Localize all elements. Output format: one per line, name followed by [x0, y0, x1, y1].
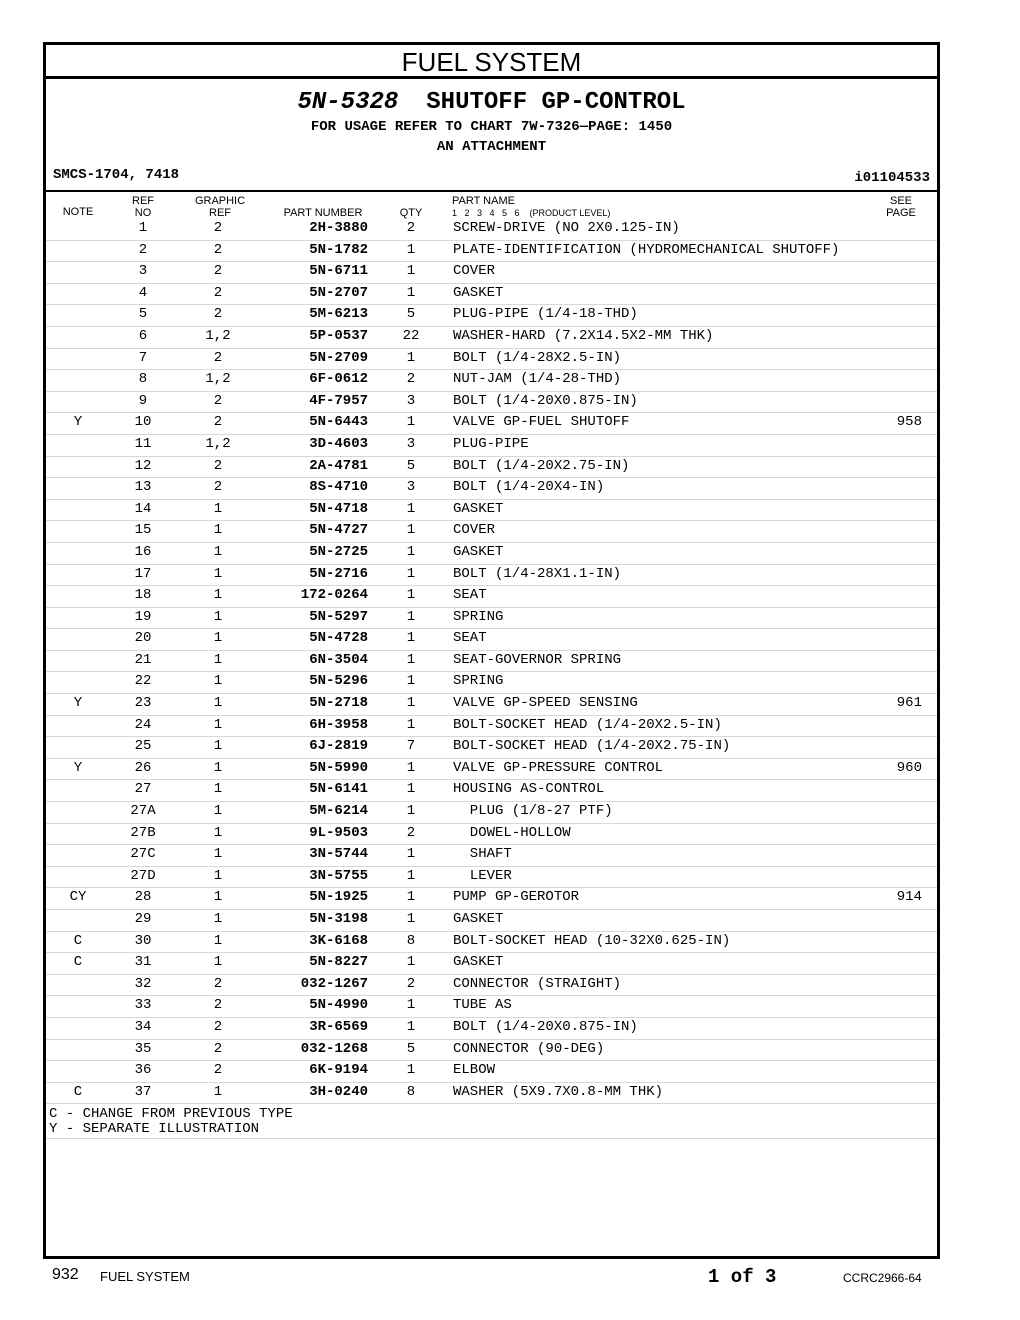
part-name-cell: GASKET	[453, 284, 504, 301]
table-row	[46, 780, 937, 802]
qty-cell: 3	[406, 392, 416, 409]
graphic-ref-cell: 2	[213, 392, 223, 409]
part-number-cell: 5N-1925	[309, 889, 368, 906]
note-cell: Y	[73, 414, 83, 431]
part-name-cell: CONNECTOR (90-DEG)	[453, 1040, 605, 1057]
part-number-cell: 6K-9194	[309, 1062, 368, 1079]
part-name-cell: TUBE AS	[453, 997, 512, 1014]
graphic-ref-cell: 2	[213, 457, 223, 474]
ref-no-cell: 29	[134, 911, 152, 927]
part-name-cell: SPRING	[453, 608, 504, 625]
attachment-line: AN ATTACHMENT	[436, 139, 547, 155]
ref-no-cell: 27B	[130, 824, 156, 841]
part-name-cell: GASKET	[453, 911, 504, 927]
table-row	[46, 521, 937, 543]
header-note: NOTE	[62, 206, 94, 218]
qty-cell: 1	[406, 608, 416, 625]
ref-no-cell: 27	[134, 781, 152, 798]
qty-cell: 1	[406, 673, 416, 690]
table-row	[46, 392, 937, 414]
table-row	[46, 759, 937, 781]
graphic-ref-cell: 1,2	[205, 371, 231, 388]
ref-no-cell: 33	[134, 997, 152, 1014]
part-number-cell: 3D-4603	[309, 435, 368, 452]
table-row	[46, 1061, 937, 1083]
part-number-cell: 3N-5755	[309, 867, 368, 884]
part-number-cell: 5N-6141	[309, 781, 368, 798]
qty-cell: 2	[406, 975, 416, 992]
graphic-ref-cell: 1	[213, 846, 223, 863]
qty-cell: 2	[406, 220, 416, 236]
graphic-ref-cell: 1	[213, 565, 223, 582]
graphic-ref-cell: 1	[213, 522, 223, 539]
ref-no-cell: 17	[134, 565, 152, 582]
note-cell: Y	[73, 759, 83, 776]
ref-no-cell: 34	[134, 1018, 152, 1035]
graphic-ref-cell: 2	[213, 975, 223, 992]
graphic-ref-cell: 1	[213, 911, 223, 927]
part-number-cell: 2A-4781	[309, 457, 368, 474]
part-number-cell: 5M-6214	[309, 803, 368, 820]
table-row	[46, 1040, 937, 1062]
part-name-cell: PLUG (1/8-27 PTF)	[453, 803, 613, 820]
part-name-cell: VALVE GP-SPEED SENSING	[453, 695, 638, 712]
graphic-ref-cell: 1	[213, 759, 223, 776]
qty-cell: 5	[406, 306, 416, 323]
ref-no-cell: 21	[134, 651, 152, 668]
graphic-ref-cell: 2	[213, 414, 223, 431]
part-number-cell: 6H-3958	[309, 716, 368, 733]
part-name-cell: HOUSING AS-CONTROL	[453, 781, 605, 798]
ref-no-cell: 1	[138, 220, 148, 236]
part-number-cell: 5N-4728	[309, 630, 368, 647]
ref-no-cell: 12	[134, 457, 152, 474]
qty-cell: 1	[406, 867, 416, 884]
part-number-cell: 032-1268	[300, 1040, 368, 1057]
ref-no-cell: 35	[134, 1040, 152, 1057]
part-name-cell: NUT-JAM (1/4-28-THD)	[453, 371, 622, 388]
graphic-ref-cell: 2	[213, 1040, 223, 1057]
ref-no-cell: 4	[138, 284, 148, 301]
part-number-cell: 4F-7957	[309, 392, 368, 409]
header-ref-no: REF NO	[132, 195, 154, 219]
qty-cell: 3	[406, 435, 416, 452]
table-row	[46, 565, 937, 587]
ref-no-cell: 27D	[130, 867, 156, 884]
qty-cell: 1	[406, 565, 416, 582]
qty-cell: 1	[406, 759, 416, 776]
graphic-ref-cell: 1	[213, 932, 223, 949]
graphic-ref-cell: 1	[213, 889, 223, 906]
part-number-cell: 3R-6569	[309, 1018, 368, 1035]
part-name-cell: SCREW-DRIVE (NO 2X0.125-IN)	[453, 220, 680, 236]
usage-line: FOR USAGE REFER TO CHART 7W-7326—PAGE: 1450	[310, 119, 673, 135]
qty-cell: 5	[406, 1040, 416, 1057]
table-row	[46, 327, 937, 349]
qty-cell: 1	[406, 284, 416, 301]
qty-cell: 8	[406, 932, 416, 949]
table-row	[46, 457, 937, 479]
part-name-cell: BOLT-SOCKET HEAD (10-32X0.625-IN)	[453, 932, 731, 949]
graphic-ref-cell: 2	[213, 997, 223, 1014]
qty-cell: 1	[406, 846, 416, 863]
table-row	[46, 435, 937, 457]
header-part-number: PART NUMBER	[283, 207, 363, 219]
qty-cell: 8	[406, 1083, 416, 1100]
part-name-cell: PUMP GP-GEROTOR	[453, 889, 580, 906]
graphic-ref-cell: 1,2	[205, 327, 231, 344]
qty-cell: 1	[406, 954, 416, 971]
ref-no-cell: 6	[138, 327, 148, 344]
table-row	[46, 284, 937, 306]
part-number-cell: 5N-2709	[309, 349, 368, 366]
qty-cell: 1	[406, 781, 416, 798]
graphic-ref-cell: 1	[213, 651, 223, 668]
part-number-cell: 5N-4718	[309, 500, 368, 517]
graphic-ref-cell: 2	[213, 220, 223, 236]
part-name-cell: GASKET	[453, 500, 504, 517]
graphic-ref-cell: 2	[213, 1062, 223, 1079]
table-row	[46, 651, 937, 673]
table-row	[46, 953, 937, 975]
part-number-cell: 5N-3198	[309, 911, 368, 927]
qty-cell: 1	[406, 543, 416, 560]
qty-cell: 1	[406, 522, 416, 539]
table-row	[46, 586, 937, 608]
legend-separate-illustration: Y - SEPARATE ILLUSTRATION	[49, 1120, 260, 1137]
header-divider	[46, 190, 937, 192]
legend	[49, 1107, 293, 1137]
table-row	[46, 500, 937, 522]
part-number-cell: 8S-4710	[309, 479, 368, 496]
qty-cell: 1	[406, 997, 416, 1014]
parts-table	[46, 219, 937, 1104]
qty-cell: 1	[406, 414, 416, 431]
graphic-ref-cell: 2	[213, 241, 223, 258]
part-number-cell: 5N-8227	[309, 954, 368, 971]
graphic-ref-cell: 1	[213, 781, 223, 798]
table-row	[46, 219, 937, 241]
qty-cell: 1	[406, 241, 416, 258]
part-name-cell: BOLT (1/4-20X0.875-IN)	[453, 1018, 638, 1035]
ref-no-cell: 31	[134, 954, 152, 971]
ref-no-cell: 22	[134, 673, 152, 690]
qty-cell: 1	[406, 587, 416, 604]
part-name-cell: BOLT (1/4-20X0.875-IN)	[453, 392, 638, 409]
ref-no-cell: 5	[138, 306, 148, 323]
qty-cell: 1	[406, 1062, 416, 1079]
part-name-cell: BOLT (1/4-28X1.1-IN)	[453, 565, 622, 582]
ref-no-cell: 27C	[130, 846, 156, 863]
part-name-cell: GASKET	[453, 954, 504, 971]
qty-cell: 1	[406, 889, 416, 906]
table-row	[46, 996, 937, 1018]
part-number-cell: 5N-5297	[309, 608, 368, 625]
graphic-ref-cell: 2	[213, 349, 223, 366]
part-number-cell: 5N-2718	[309, 695, 368, 712]
ref-no-cell: 28	[134, 889, 152, 906]
ref-no-cell: 23	[134, 695, 152, 712]
part-number-cell: 6F-0612	[309, 371, 368, 388]
header-see-page: SEE PAGE	[886, 195, 916, 219]
ref-no-cell: 27A	[130, 803, 156, 820]
ref-no-cell: 14	[134, 500, 152, 517]
footer-page-count: 1 of 3	[708, 1266, 777, 1288]
graphic-ref-cell: 2	[213, 1018, 223, 1035]
part-name-cell: CONNECTOR (STRAIGHT)	[453, 975, 622, 992]
part-name-cell: SPRING	[453, 673, 504, 690]
graphic-ref-cell: 2	[213, 479, 223, 496]
part-name-cell: ELBOW	[453, 1062, 496, 1079]
part-name-cell: BOLT (1/4-28X2.5-IN)	[453, 349, 622, 366]
ref-no-cell: 13	[134, 479, 152, 496]
part-number-cell: 3H-0240	[309, 1083, 368, 1100]
group-part-number: 5N-5328	[297, 89, 399, 116]
graphic-ref-cell: 1	[213, 587, 223, 604]
graphic-ref-cell: 1	[213, 803, 223, 820]
footer-section: FUEL SYSTEM	[100, 1269, 190, 1284]
part-name-cell: WASHER (5X9.7X0.8-MM THK)	[453, 1083, 664, 1100]
see-page-cell: 958	[896, 414, 922, 431]
legend-divider	[46, 1138, 937, 1139]
qty-cell: 1	[406, 716, 416, 733]
qty-cell: 7	[406, 738, 416, 755]
ref-no-cell: 11	[134, 435, 152, 452]
part-number-cell: 3N-5744	[309, 846, 368, 863]
table-row	[46, 608, 937, 630]
table-row	[46, 1083, 937, 1105]
footer-code: CCRC2966-64	[843, 1271, 922, 1285]
ref-no-cell: 10	[134, 414, 152, 431]
table-row	[46, 737, 937, 759]
graphic-ref-cell: 1	[213, 824, 223, 841]
table-row	[46, 413, 937, 435]
see-page-cell: 914	[896, 889, 922, 906]
ref-no-cell: 16	[134, 543, 152, 560]
part-number-cell: 5N-5990	[309, 759, 368, 776]
qty-cell: 22	[402, 327, 420, 344]
section-title: FUEL SYSTEM	[46, 45, 937, 79]
part-name-cell: BOLT-SOCKET HEAD (1/4-20X2.5-IN)	[453, 716, 722, 733]
table-row	[46, 241, 937, 263]
part-name-cell: BOLT (1/4-20X4-IN)	[453, 479, 605, 496]
part-name-cell: SEAT	[453, 630, 487, 647]
part-name-cell: PLUG-PIPE (1/4-18-THD)	[453, 306, 638, 323]
ref-no-cell: 7	[138, 349, 148, 366]
illustration-id: i01104533	[854, 170, 930, 186]
part-number-cell: 5N-6443	[309, 414, 368, 431]
ref-no-cell: 19	[134, 608, 152, 625]
ref-no-cell: 24	[134, 716, 152, 733]
note-cell: C	[73, 932, 83, 949]
part-name-cell: LEVER	[453, 867, 512, 884]
graphic-ref-cell: 2	[213, 284, 223, 301]
ref-no-cell: 15	[134, 522, 152, 539]
part-name-cell: PLATE-IDENTIFICATION (HYDROMECHANICAL SHUTOFF)	[453, 241, 840, 258]
table-row	[46, 716, 937, 738]
part-name-cell: VALVE GP-FUEL SHUTOFF	[453, 414, 630, 431]
part-number-cell: 5M-6213	[309, 306, 368, 323]
ref-no-cell: 8	[138, 371, 148, 388]
part-number-cell: 032-1267	[300, 975, 368, 992]
see-page-cell: 960	[896, 759, 922, 776]
part-name-cell: SHAFT	[453, 846, 512, 863]
qty-cell: 1	[406, 349, 416, 366]
table-row	[46, 349, 937, 371]
ref-no-cell: 37	[134, 1083, 152, 1100]
part-number-cell: 5N-2707	[309, 284, 368, 301]
qty-cell: 1	[406, 500, 416, 517]
part-name-cell: PLUG-PIPE	[453, 435, 529, 452]
part-number-cell: 172-0264	[300, 587, 368, 604]
part-number-cell: 5N-1782	[309, 241, 368, 258]
part-number-cell: 6N-3504	[309, 651, 368, 668]
part-number-cell: 5N-2716	[309, 565, 368, 582]
graphic-ref-cell: 1	[213, 1083, 223, 1100]
table-row	[46, 910, 937, 932]
part-number-cell: 2H-3880	[309, 220, 368, 236]
qty-cell: 1	[406, 263, 416, 280]
table-row	[46, 932, 937, 954]
table-row	[46, 1018, 937, 1040]
table-row	[46, 824, 937, 846]
ref-no-cell: 18	[134, 587, 152, 604]
ref-no-cell: 26	[134, 759, 152, 776]
part-name-cell: DOWEL-HOLLOW	[453, 824, 571, 841]
graphic-ref-cell: 1	[213, 608, 223, 625]
legend-change: C - CHANGE FROM PREVIOUS TYPE	[49, 1105, 293, 1122]
part-number-cell: 5N-4727	[309, 522, 368, 539]
graphic-ref-cell: 1	[213, 954, 223, 971]
part-number-cell: 3K-6168	[309, 932, 368, 949]
ref-no-cell: 3	[138, 263, 148, 280]
ref-no-cell: 20	[134, 630, 152, 647]
ref-no-cell: 30	[134, 932, 152, 949]
graphic-ref-cell: 1	[213, 630, 223, 647]
parts-list-frame	[43, 42, 940, 1259]
header-graphic-ref: GRAPHIC REF	[194, 195, 246, 219]
part-name-cell: BOLT (1/4-20X2.75-IN)	[453, 457, 630, 474]
graphic-ref-cell: 2	[213, 306, 223, 323]
qty-cell: 5	[406, 457, 416, 474]
part-number-cell: 5P-0537	[309, 327, 368, 344]
note-cell: Y	[73, 695, 83, 712]
ref-no-cell: 36	[134, 1062, 152, 1079]
part-name-cell: VALVE GP-PRESSURE CONTROL	[453, 759, 664, 776]
table-row	[46, 629, 937, 651]
part-number-cell: 9L-9503	[309, 824, 368, 841]
qty-cell: 1	[406, 695, 416, 712]
graphic-ref-cell: 1	[213, 716, 223, 733]
part-number-cell: 6J-2819	[309, 738, 368, 755]
table-row	[46, 305, 937, 327]
graphic-ref-cell: 1	[213, 695, 223, 712]
table-row	[46, 543, 937, 565]
table-row	[46, 262, 937, 284]
graphic-ref-cell: 2	[213, 263, 223, 280]
table-row	[46, 888, 937, 910]
qty-cell: 1	[406, 911, 416, 927]
ref-no-cell: 25	[134, 738, 152, 755]
header-product-level: 1 2 3 4 5 6 (PRODUCT LEVEL)	[452, 208, 611, 218]
part-number-cell: 5N-2725	[309, 543, 368, 560]
part-name-cell: SEAT-GOVERNOR SPRING	[453, 651, 622, 668]
qty-cell: 1	[406, 630, 416, 647]
table-row	[46, 802, 937, 824]
part-number-cell: 5N-5296	[309, 673, 368, 690]
note-cell: C	[73, 954, 83, 971]
note-cell: CY	[69, 889, 87, 906]
part-name-cell: BOLT-SOCKET HEAD (1/4-20X2.75-IN)	[453, 738, 731, 755]
group-name: SHUTOFF GP-CONTROL	[426, 89, 686, 116]
table-row	[46, 694, 937, 716]
graphic-ref-cell: 1,2	[205, 435, 231, 452]
header-qty: QTY	[399, 207, 423, 219]
table-row	[46, 867, 937, 889]
part-name-cell: COVER	[453, 522, 496, 539]
qty-cell: 2	[406, 824, 416, 841]
graphic-ref-cell: 1	[213, 673, 223, 690]
graphic-ref-cell: 1	[213, 867, 223, 884]
qty-cell: 1	[406, 1018, 416, 1035]
qty-cell: 2	[406, 371, 416, 388]
qty-cell: 1	[406, 803, 416, 820]
qty-cell: 3	[406, 479, 416, 496]
smcs-code: SMCS-1704, 7418	[53, 167, 180, 183]
ref-no-cell: 9	[138, 392, 148, 409]
see-page-cell: 961	[896, 695, 922, 712]
table-row	[46, 845, 937, 867]
graphic-ref-cell: 1	[213, 738, 223, 755]
graphic-ref-cell: 1	[213, 543, 223, 560]
part-name-cell: WASHER-HARD (7.2X14.5X2-MM THK)	[453, 327, 714, 344]
ref-no-cell: 32	[134, 975, 152, 992]
note-cell: C	[73, 1083, 83, 1100]
part-number-cell: 5N-4990	[309, 997, 368, 1014]
table-row	[46, 975, 937, 997]
group-title	[46, 89, 937, 116]
part-name-cell: GASKET	[453, 543, 504, 560]
part-number-cell: 5N-6711	[309, 263, 368, 280]
table-row	[46, 672, 937, 694]
part-name-cell: COVER	[453, 263, 496, 280]
header-part-name: PART NAME 1 2 3 4 5 6 (PRODUCT LEVEL)	[452, 195, 611, 218]
part-name-cell: SEAT	[453, 587, 487, 604]
footer-page-number: 932	[52, 1266, 79, 1283]
table-row	[46, 370, 937, 392]
graphic-ref-cell: 1	[213, 500, 223, 517]
qty-cell: 1	[406, 651, 416, 668]
table-row	[46, 478, 937, 500]
ref-no-cell: 2	[138, 241, 148, 258]
